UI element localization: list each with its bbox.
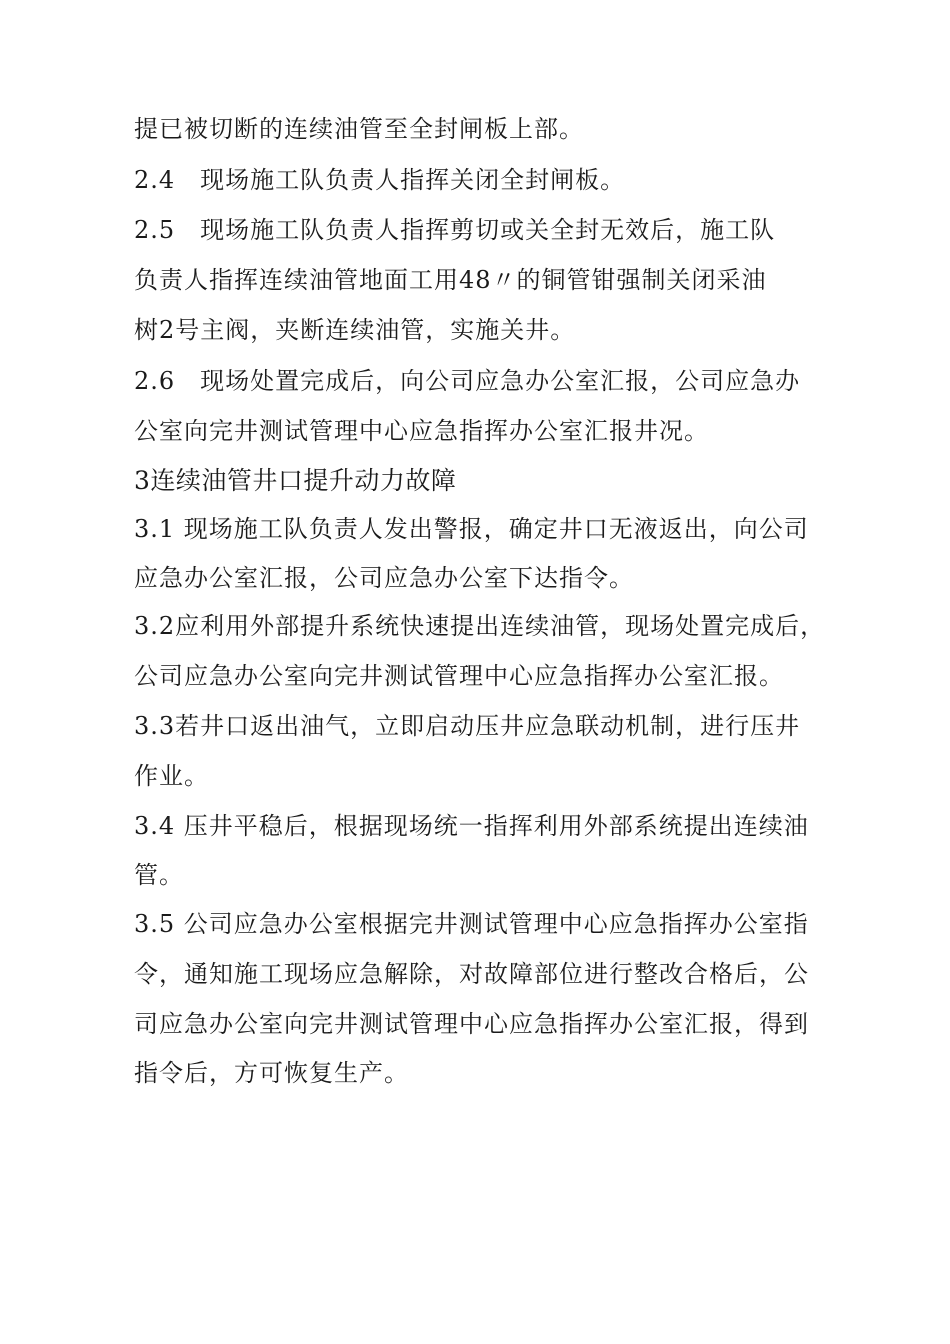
text-line-3: 2.5 现场施工队负责人指挥剪切或关全封无效后，施工队 — [134, 216, 776, 244]
text-line-2: 2.4 现场施工队负责人指挥关闭全封闸板。 — [134, 166, 626, 194]
text-line-18: 令，通知施工现场应急解除，对故障部位进行整改合格后，公 — [134, 960, 809, 988]
text-line-4: 负责人指挥连续油管地面工用48〃的铜管钳强制关闭采油 — [134, 266, 767, 294]
text-line-5: 树2号主阀，夹断连续油管，实施关井。 — [134, 316, 576, 344]
text-line-15: 3.4 压井平稳后，根据现场统一指挥利用外部系统提出连续油 — [134, 812, 809, 840]
text-line-1: 提已被切断的连续油管至全封闸板上部。 — [134, 115, 584, 143]
section-heading: 3连续油管井口提升动力故障 — [134, 466, 457, 495]
text-line-9: 3.1 现场施工队负责人发出警报，确定井口无液返出，向公司 — [134, 515, 809, 543]
text-line-20: 指令后，方可恢复生产。 — [134, 1059, 409, 1087]
text-line-19: 司应急办公室向完井测试管理中心应急指挥办公室汇报，得到 — [134, 1010, 809, 1038]
text-line-6: 2.6 现场处置完成后，向公司应急办公室汇报，公司应急办 — [134, 367, 801, 395]
text-line-10: 应急办公室汇报，公司应急办公室下达指令。 — [134, 564, 634, 592]
text-line-16: 管。 — [134, 861, 184, 889]
text-line-11: 3.2应利用外部提升系统快速提出连续油管，现场处置完成后， — [134, 612, 826, 640]
text-line-17: 3.5 公司应急办公室根据完井测试管理中心应急指挥办公室指 — [134, 910, 809, 938]
text-line-14: 作业。 — [134, 762, 209, 790]
text-line-13: 3.3若井口返出油气，立即启动压井应急联动机制，进行压井 — [134, 712, 801, 740]
text-line-7: 公室向完井测试管理中心应急指挥办公室汇报井况。 — [134, 417, 709, 445]
text-line-12: 公司应急办公室向完井测试管理中心应急指挥办公室汇报。 — [134, 662, 784, 690]
